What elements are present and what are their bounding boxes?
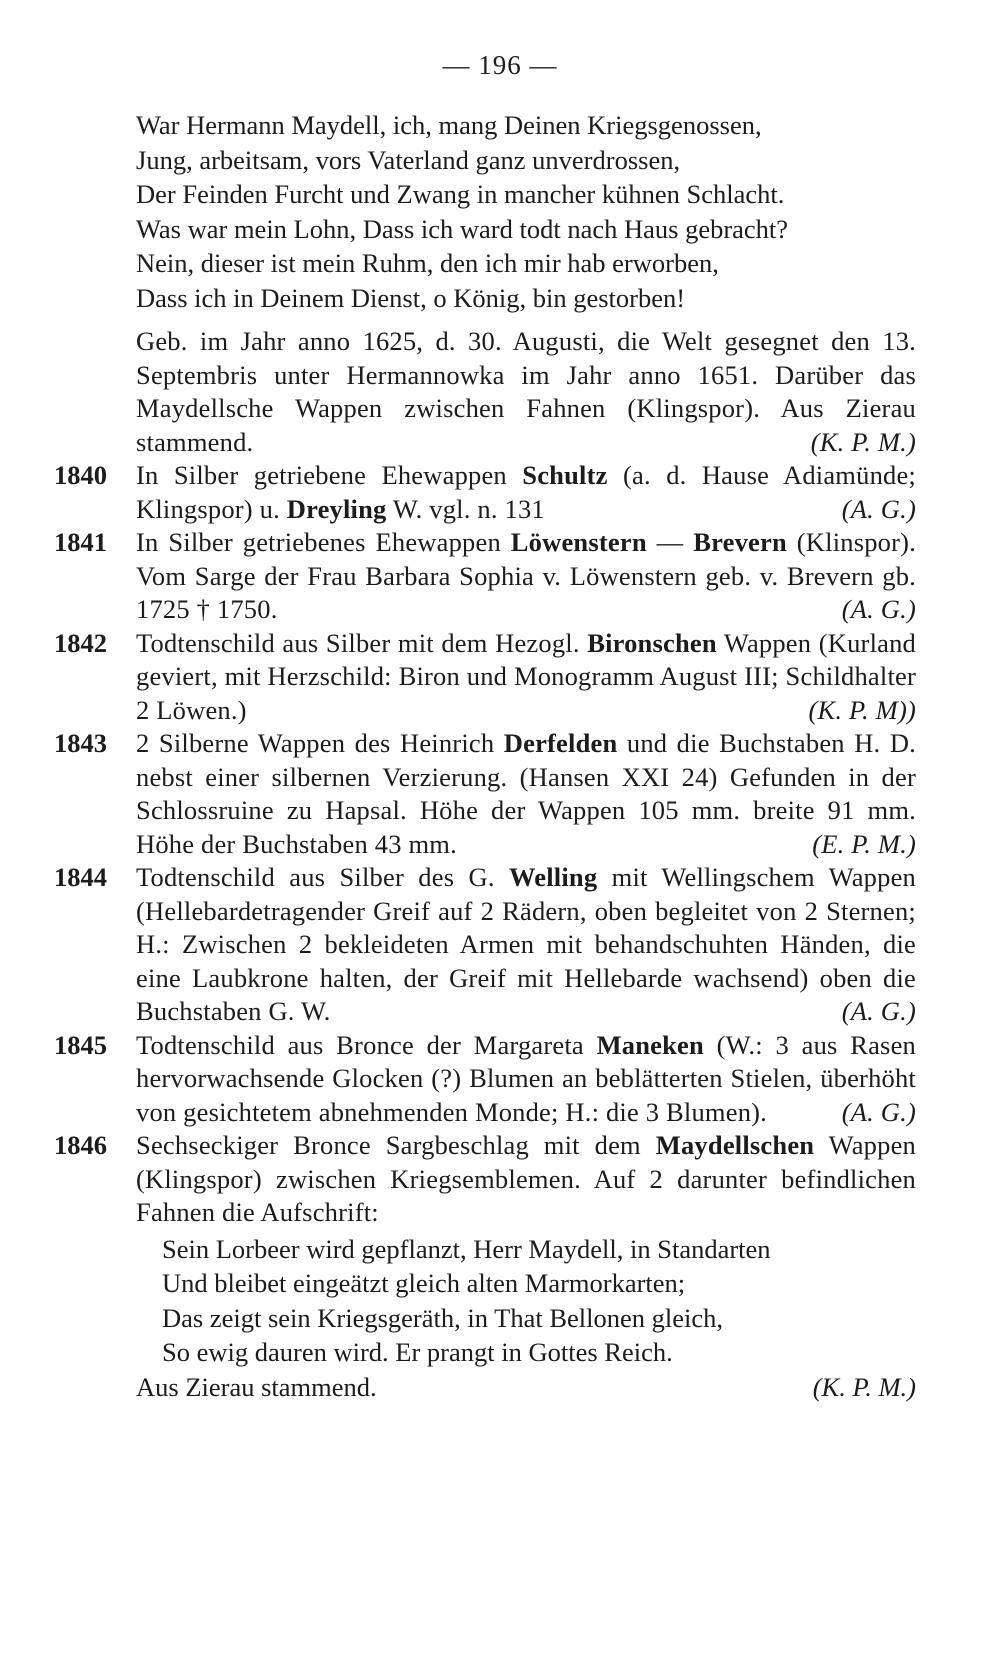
intro-description xyxy=(136,325,916,459)
entry-text: (a. d. Hause Adiamünde; Klingspor) u. xyxy=(136,460,916,524)
poem-line: Und bleibet eingeätzt gleich alten Marmorkarten; xyxy=(162,1268,686,1298)
entry-text: (Klinspor). Vom Sarge der Frau Barbara Sophia v. Löwenstern geb. v. Brevern gb. 1725 † 1750. xyxy=(136,527,917,624)
page-number: — 196 — xyxy=(442,50,558,80)
catalog-entry-1840 xyxy=(54,459,916,526)
inscription-poem xyxy=(136,1232,916,1370)
entry-name-bold: Dreyling xyxy=(286,493,387,524)
verse-line: Der Feinden Furcht und Zwang in mancher kühnen Schlacht. xyxy=(136,179,785,209)
poem-line: So ewig dauren wird. Er prangt in Gottes Reich. xyxy=(162,1337,673,1367)
entry-text: (W.: 3 aus Rasen hervorwachsende Glocken (?) Blumen an beblätterten Stielen, überhöht von gesichtetem abnehmenden Monde; H.: die 3 Blumen). xyxy=(136,1029,916,1127)
entry-text: In Silber getriebenes Ehewappen xyxy=(136,527,511,557)
description-text: Geb. im Jahr anno 1625, d. 30. Augusti, die Welt gesegnet den 13. Septembris unter Hermannowka im Jahr anno 1651. Darüber das Maydellsche Wappen zwischen Fahnen (Klingspor). Aus Zierau stammend. xyxy=(136,326,916,457)
entry-text: und die Buchstaben H. D. nebst einer silbernen Verzierung. (Hansen XXI 24) Gefunden in der Schlossruine zu Hapsal. Höhe der Wappen 105 mm. breite 91 mm. Höhe der Buchstaben 43 mm. xyxy=(136,728,916,859)
entry-text: — xyxy=(646,527,694,557)
entry-name-bold: Schultz xyxy=(522,460,608,490)
verse-line: Was war mein Lohn, Dass ich ward todt nach Haus gebracht? xyxy=(136,213,789,244)
text-column xyxy=(54,108,917,1404)
entry-name-bold: Bironschen xyxy=(587,627,717,658)
source-abbrev: (K. P. M)) xyxy=(808,694,916,725)
entry-text: Wappen (Kurland geviert, mit Herzschild: Biron und Monogramm August III; Schildhalter 2 Löwen.) xyxy=(136,627,917,725)
entry-text: Todtenschild aus Silber mit dem Hezogl. xyxy=(136,627,588,658)
origin-text: Aus Zierau stammend. xyxy=(136,1371,377,1402)
catalog-entry-1843 xyxy=(54,727,916,861)
source-abbrev: (E. P. M.) xyxy=(812,828,916,859)
catalog-entry-1841 xyxy=(54,526,917,627)
source-abbrev: (K. P. M.) xyxy=(810,426,916,457)
entry-text: mit Wellingschem Wappen (Hellebardetragender Greif auf 2 Rädern, oben begleitet von 2 Sternen; H.: Zwischen 2 bekleideten Armen mit behandschuhten Händen, die eine Laubkrone halten, der Greif mit Hellebarde wachsend) oben die Buchstaben G. W. xyxy=(136,862,916,1026)
catalog-entry-1845 xyxy=(54,1029,916,1130)
entry-name-bold: Maydellschen xyxy=(655,1130,815,1160)
entry-number: 1843 xyxy=(54,728,107,758)
entry-name-bold: Löwenstern xyxy=(510,527,647,557)
entry-text: W. vgl. n. 131 xyxy=(386,493,545,524)
origin-line xyxy=(136,1370,916,1405)
source-abbrev: (A. G.) xyxy=(841,996,916,1026)
source-abbrev: (A. G.) xyxy=(841,493,916,524)
verse-line: Jung, arbeitsam, vors Vaterland ganz unverdrossen, xyxy=(136,144,681,175)
catalog-entry-1846 xyxy=(54,1129,916,1230)
entry-text: Sechseckiger Bronce Sargbeschlag mit dem xyxy=(136,1130,656,1160)
entry-number: 1845 xyxy=(54,1029,107,1060)
entry-number: 1844 xyxy=(54,862,107,892)
source-abbrev: (A. G.) xyxy=(841,1096,916,1127)
catalog-entry-1842 xyxy=(54,627,917,728)
entry-number: 1846 xyxy=(54,1130,107,1160)
poem-line: Sein Lorbeer wird gepflanzt, Herr Maydell, in Standarten xyxy=(162,1233,771,1264)
verse-line: War Hermann Maydell, ich, mang Deinen Kriegsgenossen, xyxy=(136,110,762,140)
entry-name-bold: Brevern xyxy=(693,527,787,557)
verse-line: Nein, dieser ist mein Ruhm, den ich mir hab erworben, xyxy=(136,248,719,278)
entry-name-bold: Welling xyxy=(509,862,598,892)
entry-name-bold: Derfelden xyxy=(503,728,618,758)
source-abbrev: (A. G.) xyxy=(841,594,916,624)
entry-text: 2 Silberne Wappen des Heinrich xyxy=(136,728,504,758)
entry-name-bold: Maneken xyxy=(596,1029,704,1060)
catalog-entry-1844 xyxy=(54,861,916,1029)
entry-text: Todtenschild aus Silber des G. xyxy=(136,862,510,892)
intro-verse xyxy=(136,108,916,315)
entry-text: Wappen (Klingspor) zwischen Kriegsemblemen. Auf 2 darunter befindlichen Fahnen die Aufschrift: xyxy=(136,1130,916,1227)
verse-line: Dass ich in Deinem Dienst, o König, bin gestorben! xyxy=(136,282,686,313)
entry-text: In Silber getriebene Ehewappen xyxy=(136,460,523,490)
entry-number: 1840 xyxy=(54,460,107,490)
source-abbrev: (K. P. M.) xyxy=(812,1371,916,1402)
poem-line: Das zeigt sein Kriegsgeräth, in That Bellonen gleich, xyxy=(162,1302,724,1333)
entry-number: 1841 xyxy=(54,527,107,557)
entry-text: Todtenschild aus Bronce der Margareta xyxy=(136,1029,597,1060)
entry-number: 1842 xyxy=(54,627,107,658)
